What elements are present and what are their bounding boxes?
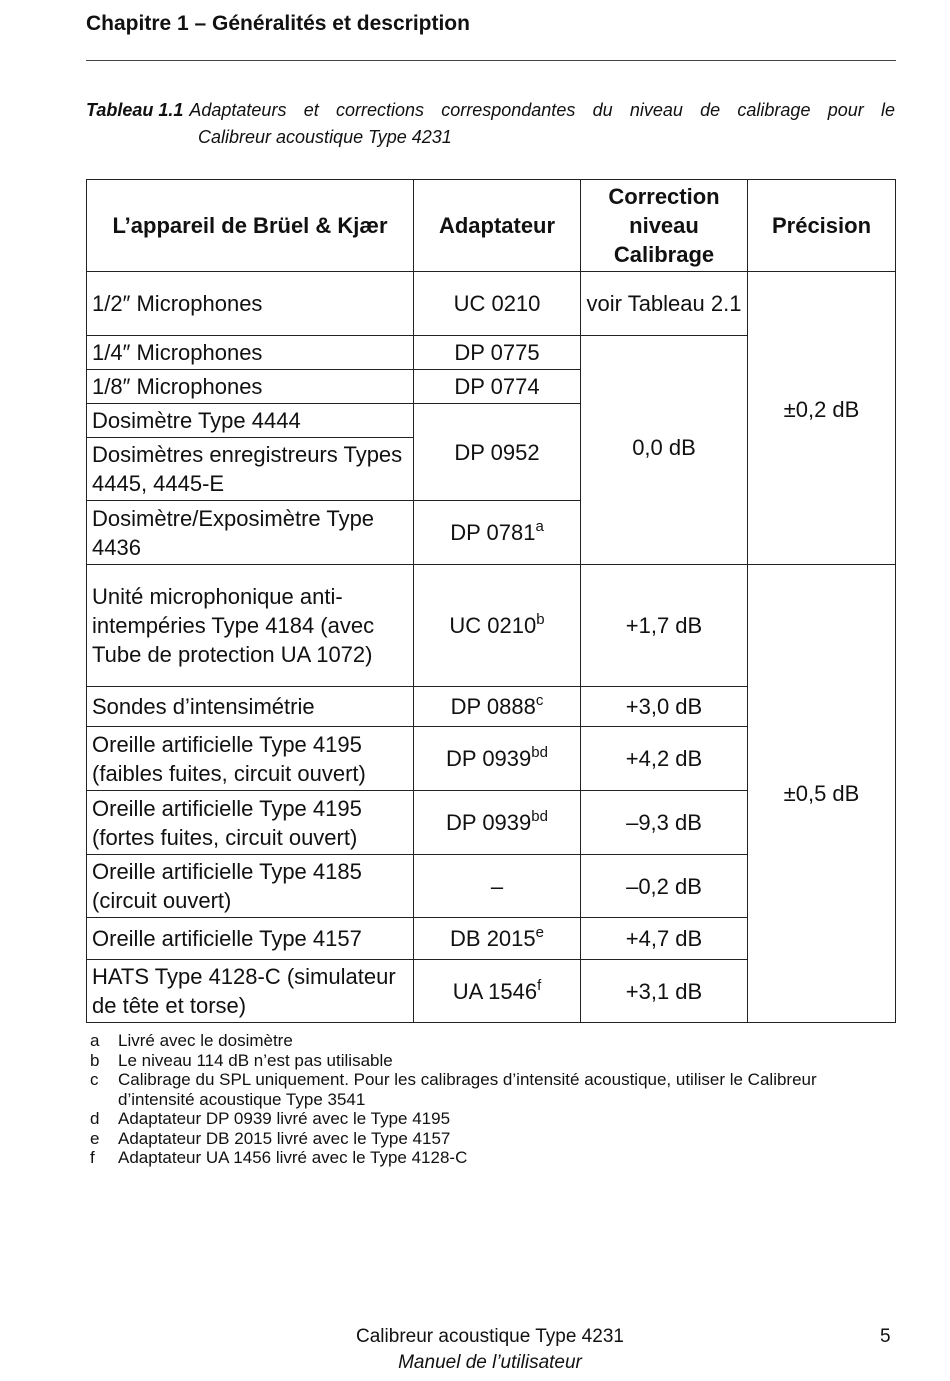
cell-device: Dosimètre Type 4444 (87, 404, 414, 438)
calibration-table (86, 179, 896, 1023)
cell-adapter: DB 2015e (414, 918, 581, 960)
caption-text-line1: Adaptateurs et corrections correspondantes du niveau de calibrage pour le (189, 100, 895, 120)
footnote: b Le niveau 114 dB n’est pas utilisable (90, 1050, 393, 1070)
footnote: f Adaptateur UA 1456 livré avec le Type 4128-C (90, 1148, 468, 1167)
table-row (87, 272, 896, 336)
cell-adapter: DP 0775 (414, 336, 581, 370)
cell-correction: voir Tableau 2.1 (581, 272, 748, 336)
cell-correction: 0,0 dB (581, 336, 748, 565)
cell-correction: +4,7 dB (581, 918, 748, 960)
cell-device: 1/8″ Microphones (87, 370, 414, 404)
cell-adapter: – (414, 855, 581, 918)
table-caption (86, 97, 895, 151)
table-row (87, 565, 896, 687)
cell-adapter: DP 0774 (414, 370, 581, 404)
cell-device: HATS Type 4128-C (simulateur de tête et torse) (87, 960, 414, 1023)
cell-correction: +1,7 dB (581, 565, 748, 687)
cell-adapter: DP 0781$^a$ (414, 501, 581, 565)
cell-device: Oreille artificielle Type 4157 (87, 918, 414, 960)
caption-text-line2: Calibreur acoustique Type 4231 (198, 127, 452, 147)
cell-adapter: DP $0939^{bd}$ (414, 727, 581, 791)
footer-manual-subtitle: Manuel de l’utilisateur (398, 1352, 582, 1373)
cell-device: Oreille artificielle Type 4195 (fortes fuites, circuit ouvert) (87, 791, 414, 855)
cell-adapter: DP $0939^{bd}$ (414, 791, 581, 855)
cell-device: Oreille artificielle Type 4195 (faibles fuites, circuit ouvert) (87, 727, 414, 791)
cell-correction: –9,3 dB (581, 791, 748, 855)
cell-device: 1/2″ Microphones (87, 272, 414, 336)
header-adapter: Adaptateur (414, 180, 581, 272)
caption-label: Tableau 1.1 (86, 100, 184, 120)
cell-correction: +3,1 dB (581, 960, 748, 1023)
cell-precision: ±0,2 dB (748, 272, 896, 565)
chapter-title: Chapitre 1 – Généralités et description (86, 12, 470, 35)
table-header-row (87, 180, 896, 272)
footnote: c Calibrage du SPL uniquement. Pour les calibrages d’intensité acoustique, utiliser le Calibreur d’intensité acoustique Type 3541 (90, 1070, 817, 1109)
table-footnotes (90, 1031, 895, 1168)
cell-device: 1/4″ Microphones (87, 336, 414, 370)
cell-adapter: UC 0210 (414, 272, 581, 336)
cell-device: Dosimètres enregistreurs Types 4445, 4445-E (87, 438, 414, 501)
cell-precision: ±0,5 dB (748, 565, 896, 1023)
cell-adapter: UC 0210$^b$ (414, 565, 581, 687)
cell-correction: +4,2 dB (581, 727, 748, 791)
cell-adapter: UA 1546$^f$ (414, 960, 581, 1023)
footnote: e Adaptateur DB 2015 livré avec le Type 4157 (90, 1128, 451, 1148)
page-number: 5 (880, 1326, 891, 1347)
cell-adapter: DP 0952 (414, 404, 581, 501)
cell-correction: –0,2 dB (581, 855, 748, 918)
cell-device: Oreille artificielle Type 4185 (circuit ouvert) (87, 855, 414, 918)
cell-adapter: DP 0888$^c$ (414, 687, 581, 727)
header-device: L’appareil de Brüel & Kjær (87, 180, 414, 272)
header-precision: Précision (748, 180, 896, 272)
footnote: a Livré avec le dosimètre (90, 1031, 293, 1050)
footer-product-title: Calibreur acoustique Type 4231 (356, 1326, 624, 1347)
header-correction: Correction niveau Calibrage (581, 180, 748, 272)
header-divider (86, 60, 896, 61)
cell-device: Sondes d’intensimétrie (87, 687, 414, 727)
cell-device: Dosimètre/Exposimètre Type 4436 (87, 501, 414, 565)
cell-correction: +3,0 dB (581, 687, 748, 727)
footnote: d Adaptateur DP 0939 livré avec le Type 4195 (90, 1109, 451, 1128)
cell-device: Unité microphonique anti-intempéries Type 4184 (avec Tube de protection UA 1072) (87, 565, 414, 687)
